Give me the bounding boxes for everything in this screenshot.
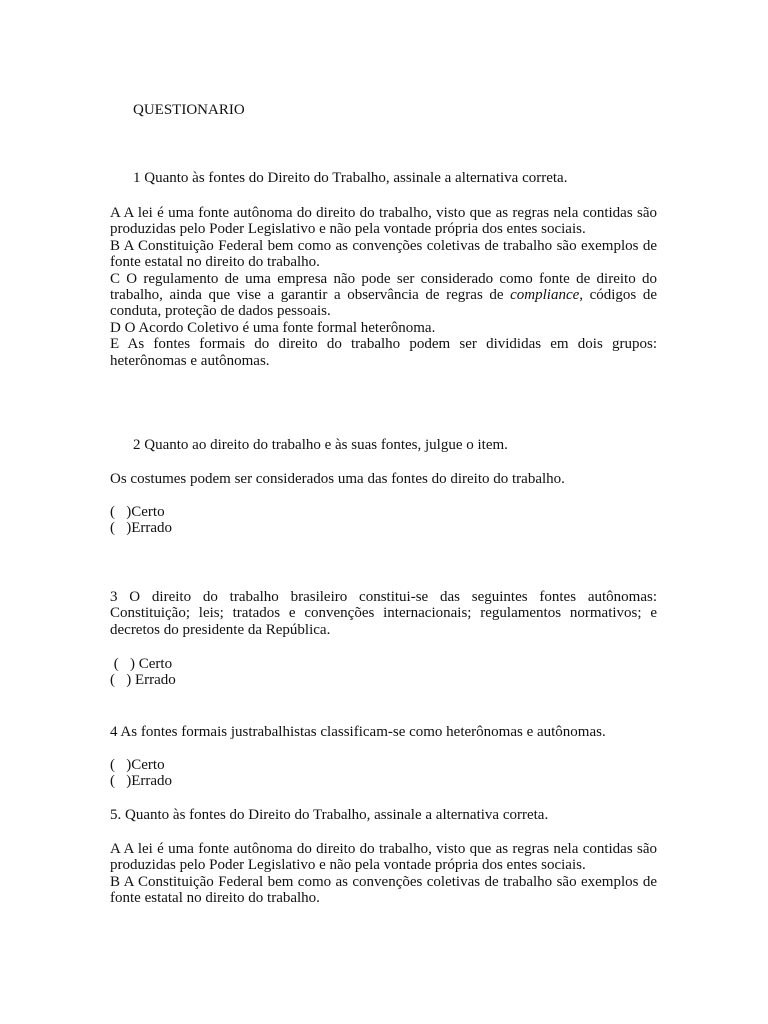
question-2-statement: Os costumes podem ser considerados uma das fontes do direito do trabalho. (110, 471, 565, 487)
question-4-choice-certo[interactable]: ( )Certo (110, 757, 165, 773)
question-5-option-a: A A lei é uma fonte autônoma do direito do trabalho, visto que as regras nela contidas são produzidas pelo Poder Legislativo e não pela vontade própria dos entes sociais. (110, 841, 657, 874)
question-3-statement: 3 O direito do trabalho brasileiro constitui-se das seguintes fontes autônomas: Constituição; leis; tratados e convenções internacionais; regulamentos normativos; e decretos do presidente da República. (110, 589, 657, 638)
question-1-option-c (110, 271, 657, 320)
question-4-choices (110, 757, 172, 790)
question-3-statement-block (110, 589, 657, 638)
question-2-heading: 2 Quanto ao direito do trabalho e às suas fontes, julgue o item. (133, 437, 508, 453)
question-1-option-d: D O Acordo Coletivo é uma fonte formal heterônoma. (110, 319, 436, 336)
question-3-choices (110, 656, 176, 689)
question-5-heading: 5. Quanto às fontes do Direito do Trabalho, assinale a alternativa correta. (110, 807, 549, 823)
question-5-options (110, 841, 657, 907)
question-1-option-c-rest: , códigos de conduta, proteção de dados pessoais. (110, 287, 658, 320)
question-1-option-a: A A lei é uma fonte autônoma do direito do trabalho, visto que as regras nela contidas são produzidas pelo Poder Legislativo e não pela vontade própria dos entes sociais. (110, 205, 657, 238)
question-1-option-b: B A Constituição Federal bem como as convenções coletivas de trabalho são exemplos de fonte estatal no direito do trabalho. (110, 237, 657, 271)
question-5-option-b: B A Constituição Federal bem como as convenções coletivas de trabalho são exemplos de fonte estatal no direito do trabalho. (110, 873, 657, 907)
question-3-choice-certo[interactable]: ( ) Certo (110, 656, 173, 672)
question-2-choice-errado[interactable]: ( )Errado (110, 520, 173, 537)
question-2-choice-certo[interactable]: ( )Certo (110, 504, 165, 520)
question-1-options (110, 205, 657, 369)
question-1-option-c-text: C O regulamento de uma empresa não pode ser considerado como fonte de direito do trabalho, ainda que vise a garantir a observância de regras de (110, 270, 657, 304)
question-3-choice-errado[interactable]: ( ) Errado (110, 672, 176, 689)
question-1-option-c-italic: compliance (510, 287, 580, 304)
question-4-choice-errado[interactable]: ( )Errado (110, 773, 173, 790)
question-1-heading: 1 Quanto às fontes do Direito do Trabalho, assinale a alternativa correta. (133, 170, 568, 186)
question-4-statement: 4 As fontes formais justrabalhistas classificam-se como heterônomas e autônomas. (110, 724, 606, 740)
question-2-choices (110, 504, 172, 537)
document-title: QUESTIONARIO (133, 102, 245, 118)
question-1-option-e: E As fontes formais do direito do trabalho podem ser divididas em dois grupos: heterônomas e autônomas. (110, 336, 657, 369)
